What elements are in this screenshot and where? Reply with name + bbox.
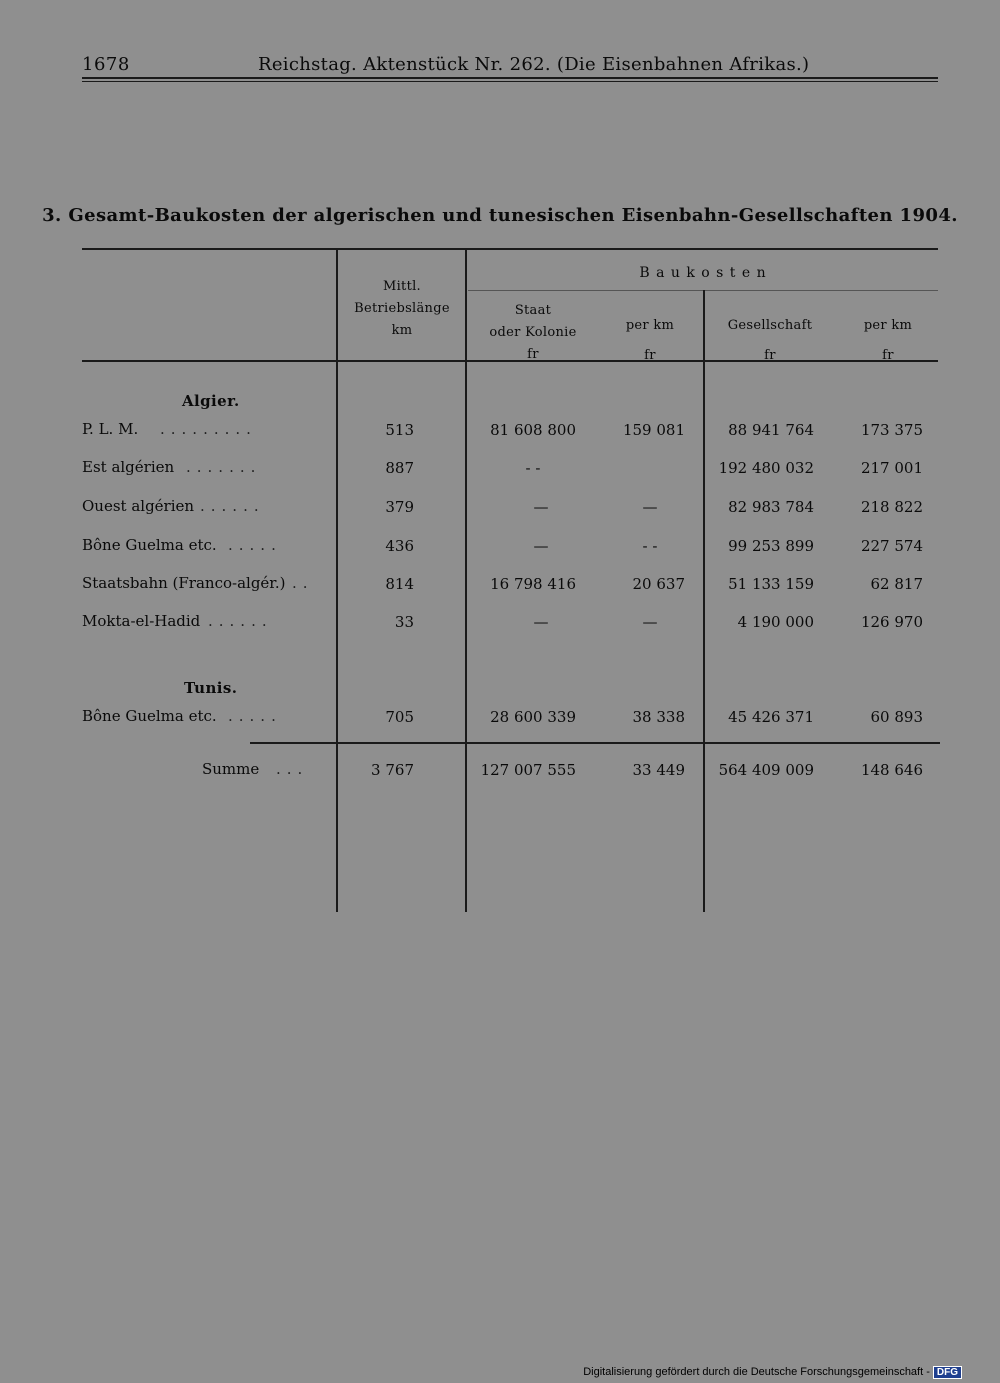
row-state: 16 798 416 [490, 575, 576, 593]
header-company-unit: fr [764, 348, 776, 363]
leader-dots: ...... [208, 612, 273, 630]
row-state-perkm: — [642, 613, 658, 631]
header-length-line1: Mittl. [382, 279, 421, 294]
header-company-perkm-unit: fr [882, 348, 894, 363]
row-company-perkm: 62 817 [870, 575, 923, 593]
page-number: 1678 [82, 54, 130, 75]
row-state-perkm: 20 637 [632, 575, 685, 593]
row-state: - - [525, 459, 541, 477]
row-state: 28 600 339 [490, 708, 576, 726]
row-company-perkm: 227 574 [860, 537, 923, 555]
row-state-perkm: 38 338 [632, 708, 685, 726]
row-company-perkm: 218 822 [860, 498, 923, 516]
row-state-perkm: — [642, 498, 658, 516]
total-label: Summe [202, 760, 260, 778]
row-company: 99 253 899 [728, 537, 814, 555]
row-company-perkm: 60 893 [870, 708, 923, 726]
row-state-perkm: - - [642, 537, 658, 555]
header-length [340, 276, 464, 342]
row-name: Staatsbahn (Franco-algér.) [82, 574, 286, 592]
row-company: 4 190 000 [737, 613, 814, 631]
header-length-line2: Betriebslänge [354, 301, 450, 316]
row-company-perkm: 217 001 [860, 459, 923, 477]
row-company: 88 941 764 [728, 421, 814, 439]
leader-dots: ..... [228, 536, 282, 554]
leader-dots: ....... [186, 458, 262, 476]
row-name: Est algérien [82, 458, 175, 476]
footer-text: Digitalisierung gefördert durch die Deutsche Forschungsgemeinschaft - [583, 1366, 930, 1378]
col-divider-1 [336, 250, 338, 912]
header-state-line1: Staat [514, 303, 552, 318]
row-state: — [533, 613, 549, 631]
header-length-unit: km [391, 323, 413, 338]
row-company-perkm: 173 375 [860, 421, 923, 439]
col-divider-2 [465, 250, 467, 912]
header-state-perkm [600, 311, 700, 371]
table-top-rule [82, 248, 938, 250]
row-length: 513 [385, 421, 414, 439]
row-name: Ouest algérien [82, 497, 195, 515]
total-company-perkm: 148 646 [860, 761, 923, 779]
row-length: 814 [385, 575, 414, 593]
row-name: Bône Guelma etc. [82, 536, 217, 554]
row-length: 436 [385, 537, 414, 555]
row-state: 81 608 800 [490, 421, 576, 439]
total-state-perkm: 33 449 [632, 761, 685, 779]
running-title: Reichstag. Aktenstück Nr. 262. (Die Eisenbahnen Afrikas.) [258, 54, 810, 75]
row-state: — [533, 498, 549, 516]
row-name: P. L. M. [82, 420, 139, 438]
row-length: 887 [385, 459, 414, 477]
row-company: 45 426 371 [728, 708, 814, 726]
section-tunis: Tunis. [184, 679, 238, 697]
header-company-perkm-label: per km [863, 318, 913, 333]
total-company: 564 409 009 [718, 761, 814, 779]
header-baukosten: B a u k o s t e n [639, 265, 767, 281]
leader-dots: ......... [160, 420, 257, 438]
table-title: 3. Gesamt-Baukosten der algerischen und tunesischen Eisenbahn-Gesellschaften 1904. [42, 205, 958, 226]
header-state-perkm-unit: fr [644, 348, 656, 363]
leader-dots: ...... [200, 497, 265, 515]
row-length: 705 [385, 708, 414, 726]
leader-dots: ... [276, 760, 309, 778]
leader-dots: ..... [228, 707, 282, 725]
section-algier: Algier. [182, 392, 240, 410]
header-state [468, 300, 598, 366]
leader-dots: .. [292, 574, 314, 592]
row-length: 379 [385, 498, 414, 516]
header-company-perkm [838, 311, 938, 371]
row-state: — [533, 537, 549, 555]
header-company-label: Gesellschaft [727, 318, 813, 333]
row-name: Bône Guelma etc. [82, 707, 217, 725]
row-company: 51 133 159 [728, 575, 814, 593]
row-company: 82 983 784 [728, 498, 814, 516]
total-rule [250, 742, 940, 744]
row-name: Mokta-el-Hadid [82, 612, 201, 630]
dfg-logo: DFG [933, 1366, 962, 1379]
header-company [706, 311, 834, 371]
header-rule-bottom [82, 81, 938, 82]
digitization-footer [583, 1366, 962, 1379]
header-state-unit: fr [527, 347, 539, 362]
row-company: 192 480 032 [718, 459, 814, 477]
total-length: 3 767 [371, 761, 414, 779]
row-company-perkm: 126 970 [860, 613, 923, 631]
row-length: 33 [394, 613, 414, 631]
header-rule-top [82, 77, 938, 79]
total-state: 127 007 555 [480, 761, 576, 779]
row-state-perkm: 159 081 [622, 421, 685, 439]
header-state-line2: oder Kolonie [489, 325, 577, 340]
col-divider-3 [703, 290, 705, 912]
header-state-perkm-label: per km [625, 318, 675, 333]
